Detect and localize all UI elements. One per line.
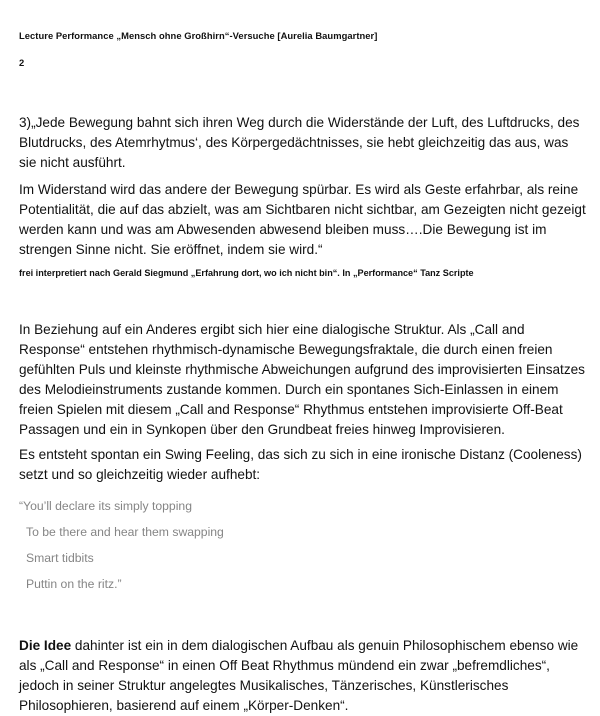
paragraph-idea-lead: Die Idee bbox=[19, 638, 72, 653]
source-citation: frei interpretiert nach Gerald Siegmund „Erfahrung dort, wo ich nicht bin“. In „Performance“ Tanz Scripte bbox=[19, 268, 474, 278]
lyric-line: To be there and hear them swapping bbox=[26, 525, 224, 539]
paragraph-call-and-response: In Beziehung auf ein Anderes ergibt sich hier eine dialogische Struktur. Als „Call and Response“ entstehen rhythmisch-dynamische Bewegungsfraktale, die durch einen freien gefühlten Puls und kleinste rhythmische Abweichungen aufgrund des improvisierten Einsatzes des Melodieinstruments zustande kommen. Durch ein spontanes Sich-Einlassen in einem freien Spielen mit diesem „Call and Response“ Rhythmus entstehen improvisierte Off-Beat Passagen und ein in Synkopen über den Grundbeat freies hinweg Improvisieren. bbox=[19, 322, 585, 437]
lyric-line: Smart tidbits bbox=[26, 551, 94, 565]
paragraph-idea bbox=[19, 636, 589, 716]
paragraph-quote-intro: 3)„Jede Bewegung bahnt sich ihren Weg durch die Widerstände der Luft, des Luftdrucks, des Blutdrucks, des Atemrhytmus‘, des Körpergedächtnisses, sie hebt gleichzeitig das aus, was sie nicht ausführt. bbox=[19, 115, 580, 170]
paragraph-swing-feeling: Es entsteht spontan ein Swing Feeling, das sich zu sich in eine ironische Distanz (Cooleness) setzt und so gleichzeitig wieder aufhebt: bbox=[19, 447, 582, 482]
lyric-line: “You’ll declare its simply topping bbox=[19, 499, 192, 513]
paragraph-resistance: Im Widerstand wird das andere der Bewegung spürbar. Es wird als Geste erfahrbar, als reine Potentialität, die auf das abzielt, was am Sichtbaren nicht sichtbar, am Gezeigten nicht gezeigt werden kann und was am Abwesenden abwesend bleiben muss….Die Bewegung ist im strengen Sinne nicht. Sie eröffnet, indem sie wird.“ bbox=[19, 182, 586, 257]
page-header: Lecture Performance „Mensch ohne Großhirn“-Versuche [Aurelia Baumgartner] bbox=[19, 30, 378, 41]
paragraph-idea-text: dahinter ist ein in dem dialogischen Aufbau als genuin Philosophischem ebenso wie als „Call and Response“ in einen Off Beat Rhythmus mündend ein zwar „befremdliches“, jedoch in seiner Struktur angelegtes Musikalisches, Tänzerisches, Künstlerisches Philosophieren, basierend auf einem „Körper-Denken“. bbox=[19, 638, 579, 713]
lyric-line: Puttin on the ritz.” bbox=[26, 577, 122, 591]
page-number: 2 bbox=[19, 57, 25, 68]
